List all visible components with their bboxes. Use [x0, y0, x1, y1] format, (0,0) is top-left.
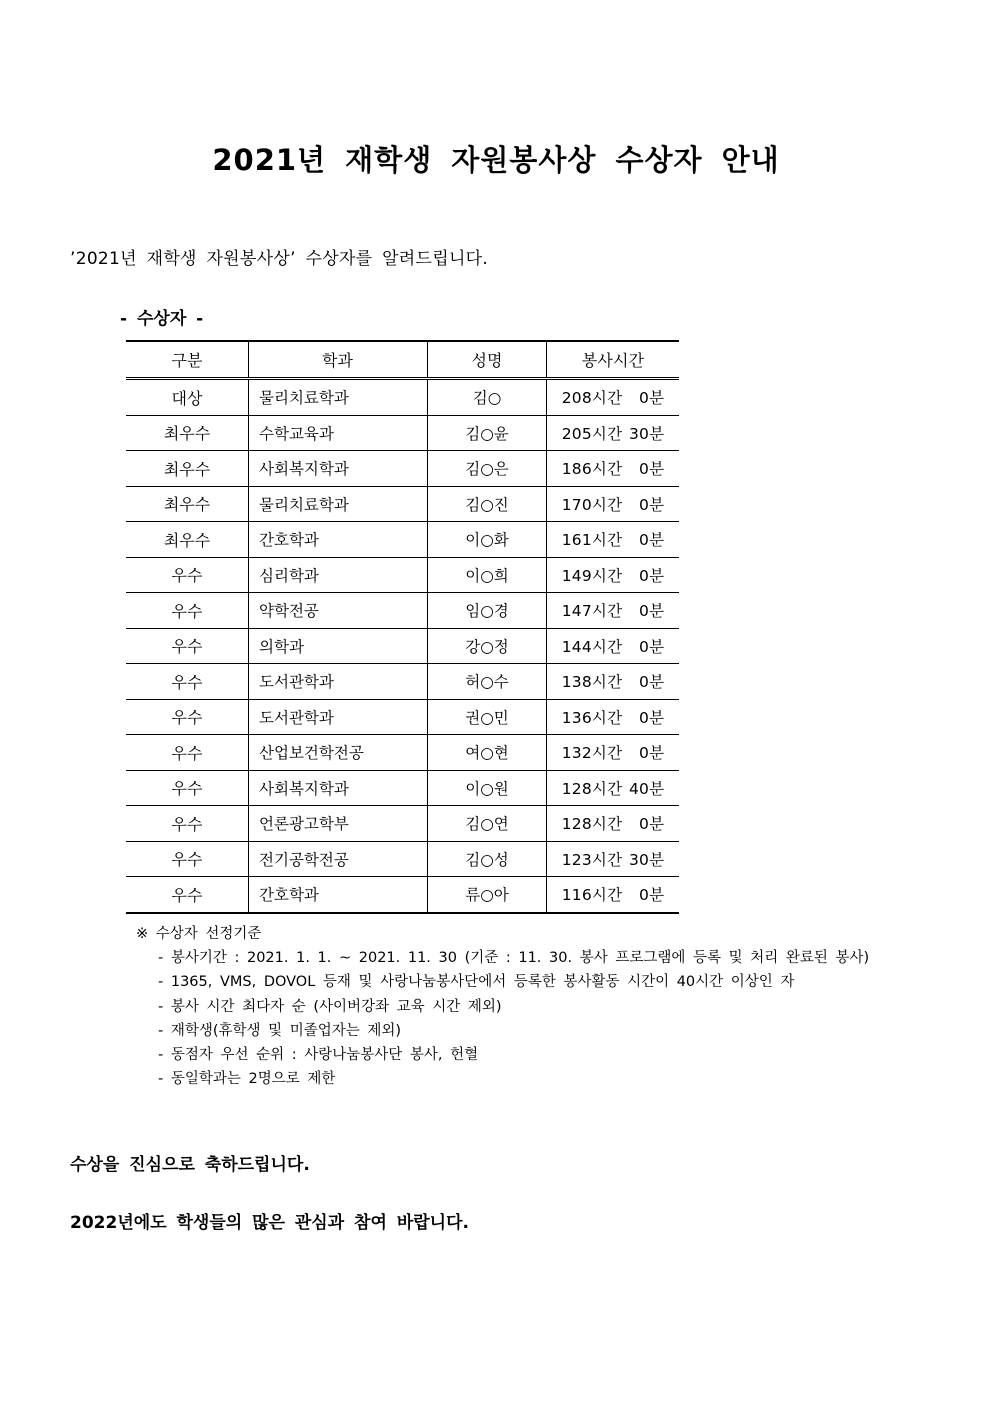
cell-name: 허○수 [428, 664, 547, 700]
hours-value: 128시간 [561, 779, 623, 798]
cell-category: 우수 [126, 664, 249, 700]
minutes-value: 40분 [628, 779, 665, 798]
cell-name: 임○경 [428, 593, 547, 629]
cell-hours [547, 628, 680, 664]
cell-name: 김○윤 [428, 415, 547, 451]
cell-category: 대상 [126, 379, 249, 416]
cell-hours [547, 486, 680, 522]
cell-name: 김○진 [428, 486, 547, 522]
cell-name: 김○ [428, 379, 547, 416]
table-body [126, 379, 679, 913]
hours-value: 116시간 [561, 886, 623, 905]
hours-value: 123시간 [561, 850, 623, 869]
cell-name: 류○아 [428, 877, 547, 913]
table-row [126, 486, 679, 522]
minutes-value: 0분 [639, 460, 665, 479]
cell-department: 간호학과 [249, 877, 428, 913]
cell-department: 심리학과 [249, 557, 428, 593]
cell-department: 언론광고학부 [249, 806, 428, 842]
criteria-item: - 봉사 시간 최다자 순 (사이버강좌 교육 시간 제외) [158, 998, 502, 1015]
closing-congratulations: 수상을 진심으로 축하드립니다. [70, 1155, 310, 1175]
table-row [126, 664, 679, 700]
cell-category: 우수 [126, 628, 249, 664]
table-row [126, 806, 679, 842]
cell-category: 우수 [126, 699, 249, 735]
table-row [126, 841, 679, 877]
table-row [126, 770, 679, 806]
cell-hours [547, 664, 680, 700]
cell-name: 이○원 [428, 770, 547, 806]
hours-value: 208시간 [561, 389, 623, 408]
hours-value: 161시간 [561, 531, 623, 550]
closing-request: 2022년에도 학생들의 많은 관심과 참여 바랍니다. [70, 1213, 469, 1233]
cell-department: 수학교육과 [249, 415, 428, 451]
cell-hours [547, 770, 680, 806]
hours-value: 205시간 [561, 424, 623, 443]
selection-criteria [136, 922, 869, 1091]
minutes-value: 0분 [639, 708, 665, 727]
criteria-item: - 봉사기간 : 2021. 1. 1. ~ 2021. 11. 30 (기준 : 11. 30. 봉사 프로그램에 등록 및 처리 완료된 봉사) [158, 950, 870, 967]
header-name: 성명 [428, 341, 547, 379]
hours-value: 128시간 [561, 815, 623, 834]
cell-name: 강○정 [428, 628, 547, 664]
table-row [126, 735, 679, 771]
minutes-value: 30분 [628, 850, 665, 869]
header-hours: 봉사시간 [547, 341, 680, 379]
cell-hours [547, 841, 680, 877]
header-department: 학과 [249, 341, 428, 379]
cell-department: 전기공학전공 [249, 841, 428, 877]
cell-category: 우수 [126, 735, 249, 771]
header-category: 구분 [126, 341, 249, 379]
criteria-heading: ※ 수상자 선정기준 [136, 926, 262, 942]
minutes-value: 0분 [639, 495, 665, 514]
cell-hours [547, 735, 680, 771]
cell-name: 이○희 [428, 557, 547, 593]
cell-category: 우수 [126, 593, 249, 629]
cell-category: 최우수 [126, 486, 249, 522]
cell-department: 사회복지학과 [249, 451, 428, 487]
cell-category: 우수 [126, 806, 249, 842]
hours-value: 147시간 [561, 602, 623, 621]
cell-department: 의학과 [249, 628, 428, 664]
cell-category: 우수 [126, 557, 249, 593]
criteria-item: - 동일학과는 2명으로 제한 [158, 1071, 336, 1088]
minutes-value: 0분 [639, 531, 665, 550]
cell-category: 우수 [126, 770, 249, 806]
cell-name: 이○화 [428, 522, 547, 558]
section-label: - 수상자 - [120, 309, 204, 329]
cell-department: 물리치료학과 [249, 486, 428, 522]
minutes-value: 30분 [628, 424, 665, 443]
awardee-table [126, 340, 679, 914]
cell-category: 최우수 [126, 451, 249, 487]
cell-category: 우수 [126, 877, 249, 913]
cell-hours [547, 593, 680, 629]
intro-text: ’2021년 재학생 자원봉사상’ 수상자를 알려드립니다. [70, 249, 489, 269]
cell-hours [547, 415, 680, 451]
minutes-value: 0분 [639, 566, 665, 585]
table-row [126, 628, 679, 664]
cell-department: 도서관학과 [249, 699, 428, 735]
cell-name: 김○은 [428, 451, 547, 487]
cell-hours [547, 877, 680, 913]
hours-value: 170시간 [561, 495, 623, 514]
table-row [126, 379, 679, 416]
cell-department: 간호학과 [249, 522, 428, 558]
cell-hours [547, 379, 680, 416]
hours-value: 138시간 [561, 673, 623, 692]
cell-department: 도서관학과 [249, 664, 428, 700]
cell-hours [547, 557, 680, 593]
table-row [126, 451, 679, 487]
cell-hours [547, 806, 680, 842]
cell-hours [547, 699, 680, 735]
cell-department: 약학전공 [249, 593, 428, 629]
minutes-value: 0분 [639, 744, 665, 763]
hours-value: 132시간 [561, 744, 623, 763]
cell-department: 산업보건학전공 [249, 735, 428, 771]
minutes-value: 0분 [639, 673, 665, 692]
document-title: 2021년 재학생 자원봉사상 수상자 안내 [212, 143, 780, 177]
cell-name: 김○성 [428, 841, 547, 877]
cell-department: 사회복지학과 [249, 770, 428, 806]
criteria-item: - 1365, VMS, DOVOL 등재 및 사랑나눔봉사단에서 등록한 봉사활동 시간이 40시간 이상인 자 [158, 974, 795, 991]
table-row [126, 699, 679, 735]
cell-name: 여○현 [428, 735, 547, 771]
table-row [126, 557, 679, 593]
hours-value: 149시간 [561, 566, 623, 585]
minutes-value: 0분 [639, 637, 665, 656]
cell-hours [547, 451, 680, 487]
cell-hours [547, 522, 680, 558]
table-header-row [126, 341, 679, 379]
table-row [126, 415, 679, 451]
criteria-item: - 재학생(휴학생 및 미졸업자는 제외) [158, 1022, 402, 1039]
minutes-value: 0분 [639, 602, 665, 621]
cell-name: 권○민 [428, 699, 547, 735]
table-row [126, 522, 679, 558]
table-row [126, 593, 679, 629]
minutes-value: 0분 [639, 886, 665, 905]
hours-value: 186시간 [561, 460, 623, 479]
cell-category: 최우수 [126, 522, 249, 558]
cell-category: 우수 [126, 841, 249, 877]
minutes-value: 0분 [639, 389, 665, 408]
cell-category: 최우수 [126, 415, 249, 451]
criteria-item: - 동점자 우선 순위 : 사랑나눔봉사단 봉사, 헌혈 [158, 1047, 479, 1064]
hours-value: 136시간 [561, 708, 623, 727]
minutes-value: 0분 [639, 815, 665, 834]
table-row [126, 877, 679, 913]
hours-value: 144시간 [561, 637, 623, 656]
cell-name: 김○연 [428, 806, 547, 842]
cell-department: 물리치료학과 [249, 379, 428, 416]
